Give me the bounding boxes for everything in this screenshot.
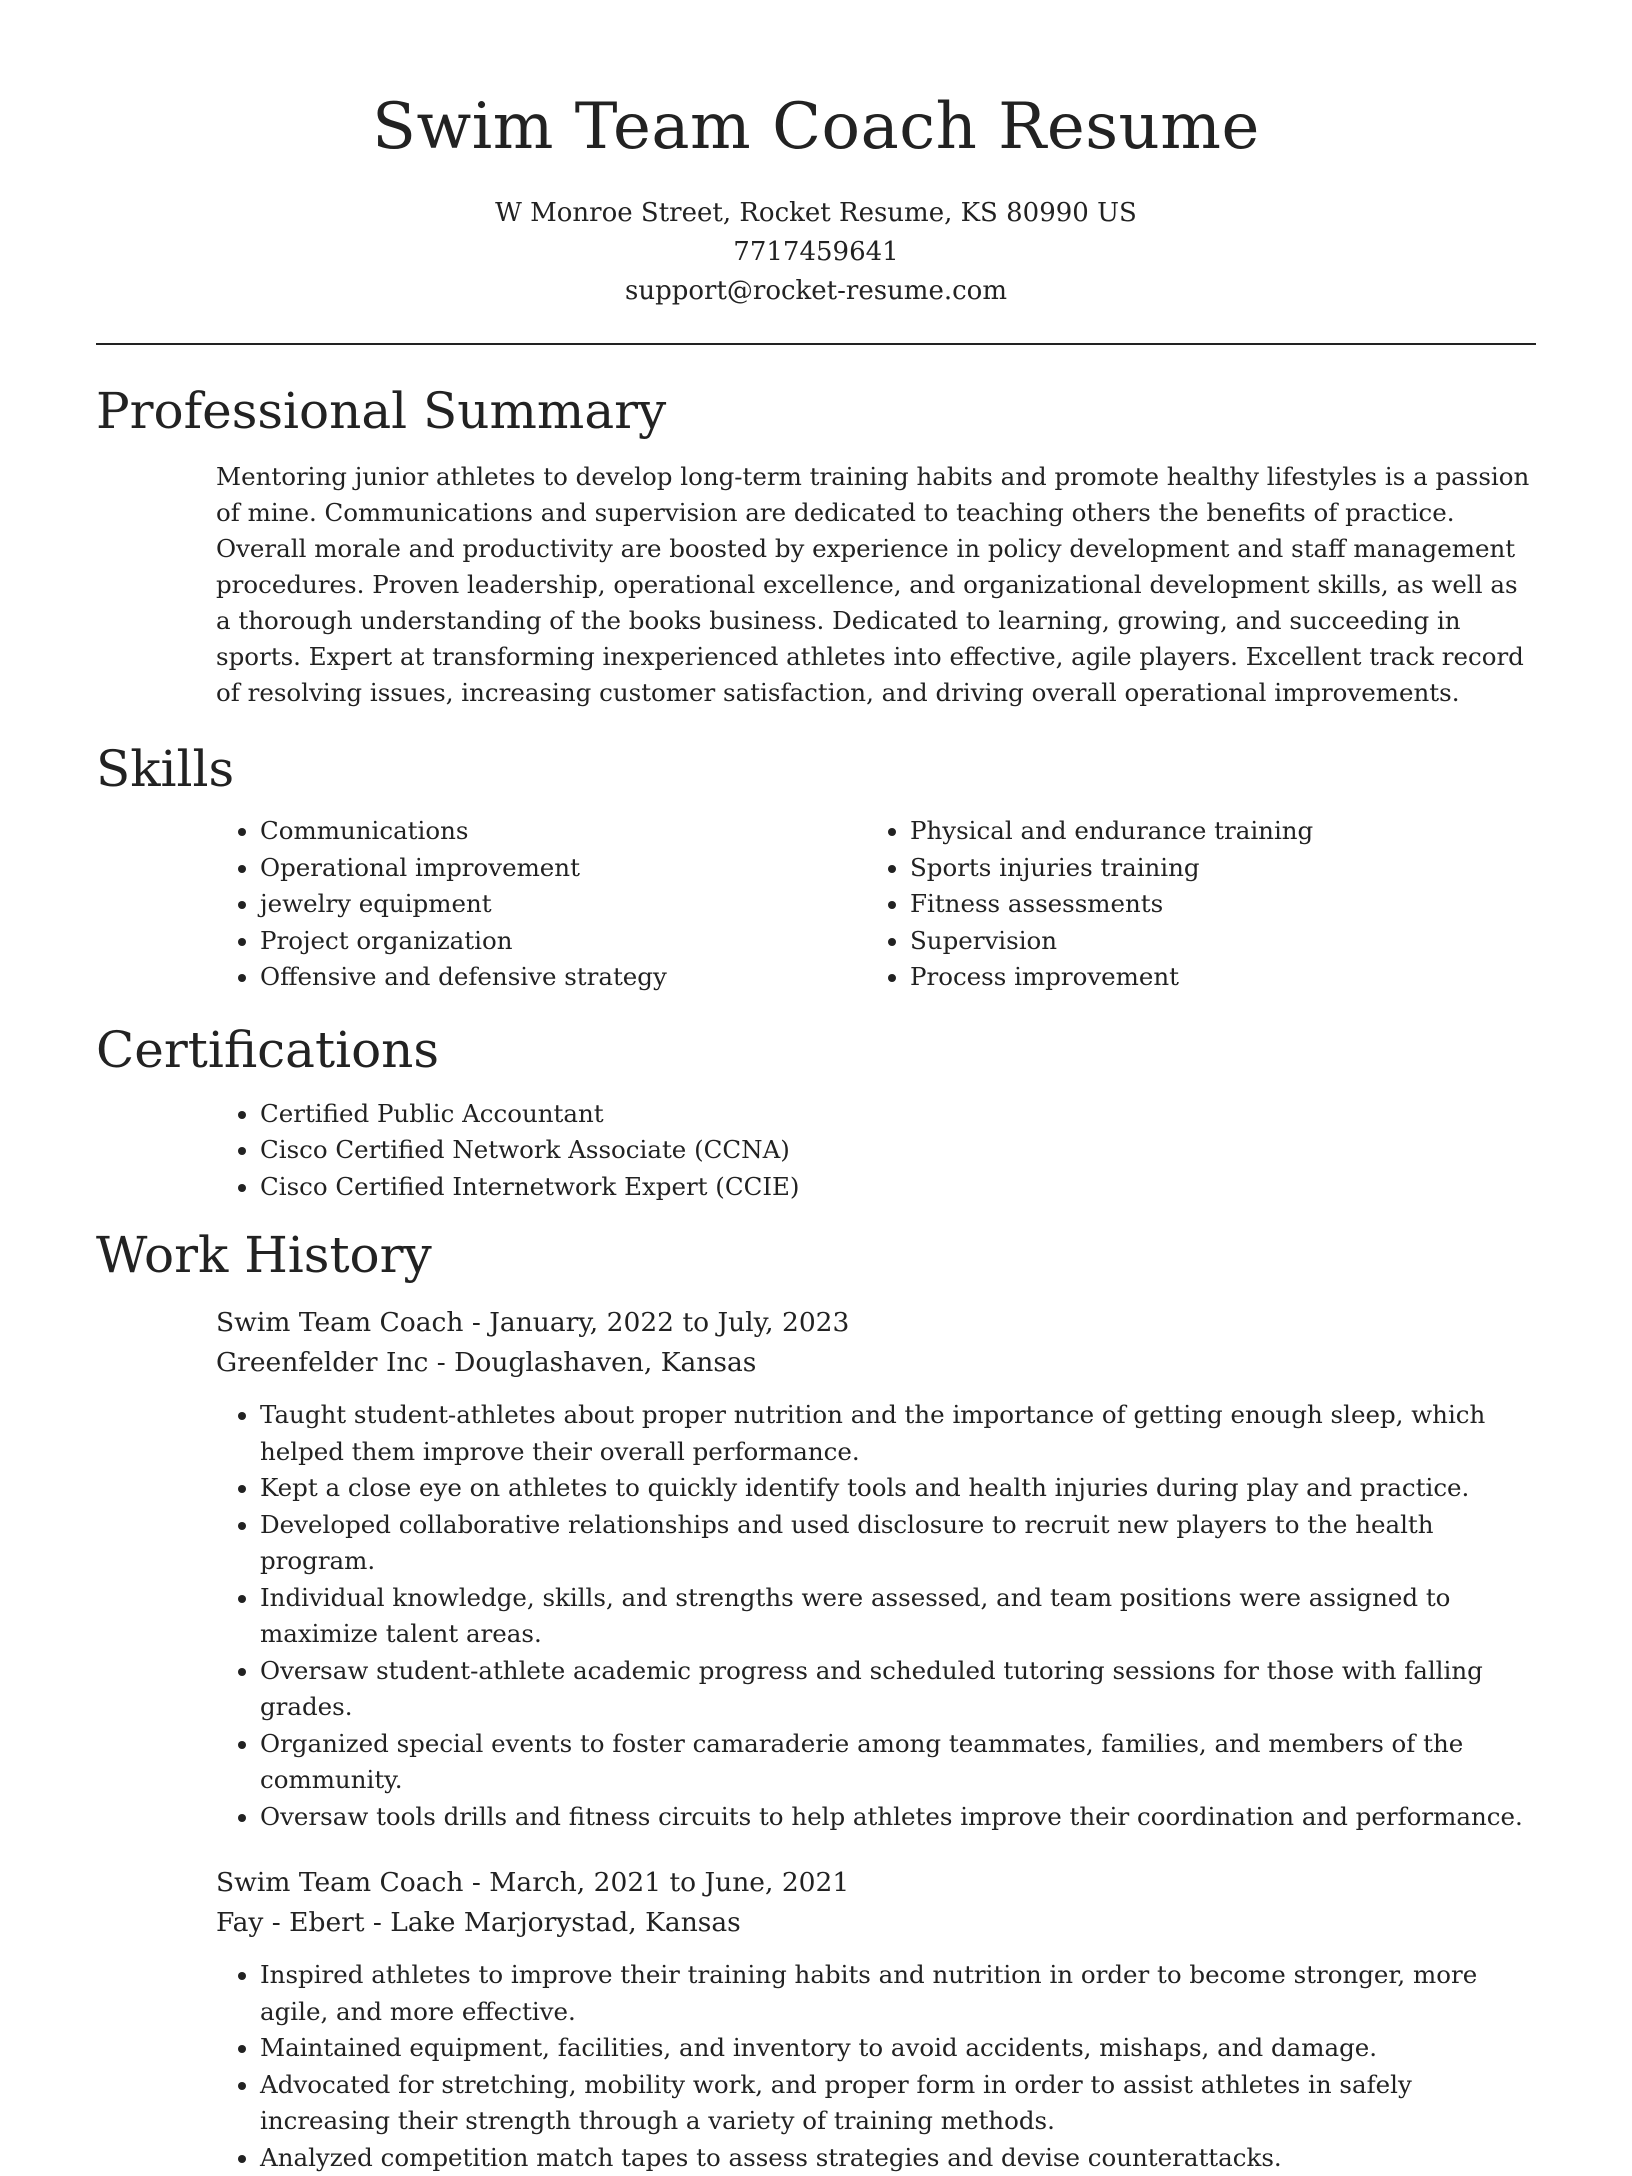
skills-list	[216, 813, 1536, 996]
skill-item: • Offensive and defensive strategy	[260, 959, 866, 996]
certifications-heading: Certifications	[96, 1020, 1536, 1080]
resume-title: Swim Team Coach Resume	[96, 0, 1536, 170]
contact-address: W Monroe Street, Rocket Resume, KS 80990 US	[96, 194, 1536, 233]
summary-text: Mentoring junior athletes to develop long-term training habits and promote healthy lifestyles is a passion of mine. Communications and supervision are dedicated to teaching others the benefits of practice. Overall morale and productivity are boosted by experience in policy development and staff management procedures. Proven leadership, operational excellence, and organizational development skills, as well as a thorough understanding of the books business. Dedicated to learning, growing, and succeeding in sports. Expert at transforming inexperienced athletes into effective, agile players. Excellent track record of resolving issues, increasing customer satisfaction, and driving overall operational improvements.	[216, 459, 1536, 711]
skill-item: • Sports injuries training	[910, 850, 1313, 887]
job-duties-list	[216, 1957, 1536, 2176]
job-role: Swim Team Coach	[216, 1307, 463, 1338]
job-dates: March, 2021 to June, 2021	[489, 1867, 849, 1898]
skill-item: • Physical and endurance training	[910, 813, 1313, 850]
duty-item: • Analyzed competition match tapes to assess strategies and devise counterattacks.	[260, 2140, 1536, 2176]
job-company: Fay - Ebert	[216, 1907, 364, 1938]
job-company-line: Fay - Ebert - Lake Marjorystad, Kansas	[216, 1903, 1536, 1943]
duty-item: • Kept a close eye on athletes to quickly identify tools and health injuries during play and practice.	[260, 1470, 1536, 1507]
job-location: Lake Marjorystad, Kansas	[390, 1907, 741, 1938]
duty-item: • Individual knowledge, skills, and strengths were assessed, and team positions were assigned to maximize talent areas.	[260, 1580, 1536, 1653]
duty-item: • Maintained equipment, facilities, and inventory to avoid accidents, mishaps, and damage.	[260, 2030, 1536, 2067]
duty-item: • Oversaw student-athlete academic progress and scheduled tutoring sessions for those with falling grades.	[260, 1653, 1536, 1726]
header-divider	[96, 343, 1536, 345]
skills-column-left	[216, 813, 866, 996]
skill-item: • jewelry equipment	[260, 886, 866, 923]
skill-item: • Project organization	[260, 923, 866, 960]
skill-item: • Operational improvement	[260, 850, 866, 887]
resume-page	[96, 0, 1536, 2176]
job-title-line: Swim Team Coach - March, 2021 to June, 2021	[216, 1863, 1536, 1903]
skill-item: • Supervision	[910, 923, 1313, 960]
job-location: Douglashaven, Kansas	[454, 1347, 756, 1378]
contact-email: support@rocket-resume.com	[96, 272, 1536, 311]
work-history-heading: Work History	[96, 1225, 1536, 1285]
job-entry	[216, 1863, 1536, 2176]
skills-heading: Skills	[96, 739, 1536, 799]
skill-item: • Fitness assessments	[910, 886, 1313, 923]
skill-item: • Communications	[260, 813, 866, 850]
duty-item: • Inspired athletes to improve their training habits and nutrition in order to become stronger, more agile, and more effective.	[260, 1957, 1536, 2030]
job-role: Swim Team Coach	[216, 1867, 463, 1898]
duty-item: • Organized special events to foster camaraderie among teammates, families, and members of the community.	[260, 1726, 1536, 1799]
duty-item: • Taught student-athletes about proper nutrition and the importance of getting enough sleep, which helped them improve their overall performance.	[260, 1397, 1536, 1470]
job-company: Greenfelder Inc	[216, 1347, 428, 1378]
summary-heading: Professional Summary	[96, 381, 1536, 441]
skill-item: • Process improvement	[910, 959, 1313, 996]
job-entry	[216, 1303, 1536, 1835]
contact-block	[96, 194, 1536, 311]
certification-item: • Certified Public Accountant	[260, 1096, 1536, 1133]
duty-item: • Advocated for stretching, mobility work, and proper form in order to assist athletes in safely increasing their strength through a variety of training methods.	[260, 2067, 1536, 2140]
duty-item: • Developed collaborative relationships and used disclosure to recruit new players to the health program.	[260, 1507, 1536, 1580]
job-company-line: Greenfelder Inc - Douglashaven, Kansas	[216, 1343, 1536, 1383]
job-title-line: Swim Team Coach - January, 2022 to July, 2023	[216, 1303, 1536, 1343]
job-dates: January, 2022 to July, 2023	[489, 1307, 849, 1338]
certification-item: • Cisco Certified Network Associate (CCNA)	[260, 1132, 1536, 1169]
job-duties-list	[216, 1397, 1536, 1835]
skills-column-right	[866, 813, 1313, 996]
certifications-list	[216, 1096, 1536, 1206]
certification-item: • Cisco Certified Internetwork Expert (CCIE)	[260, 1169, 1536, 1206]
duty-item: • Oversaw tools drills and fitness circuits to help athletes improve their coordination and performance.	[260, 1799, 1536, 1836]
contact-phone: 7717459641	[96, 233, 1536, 272]
